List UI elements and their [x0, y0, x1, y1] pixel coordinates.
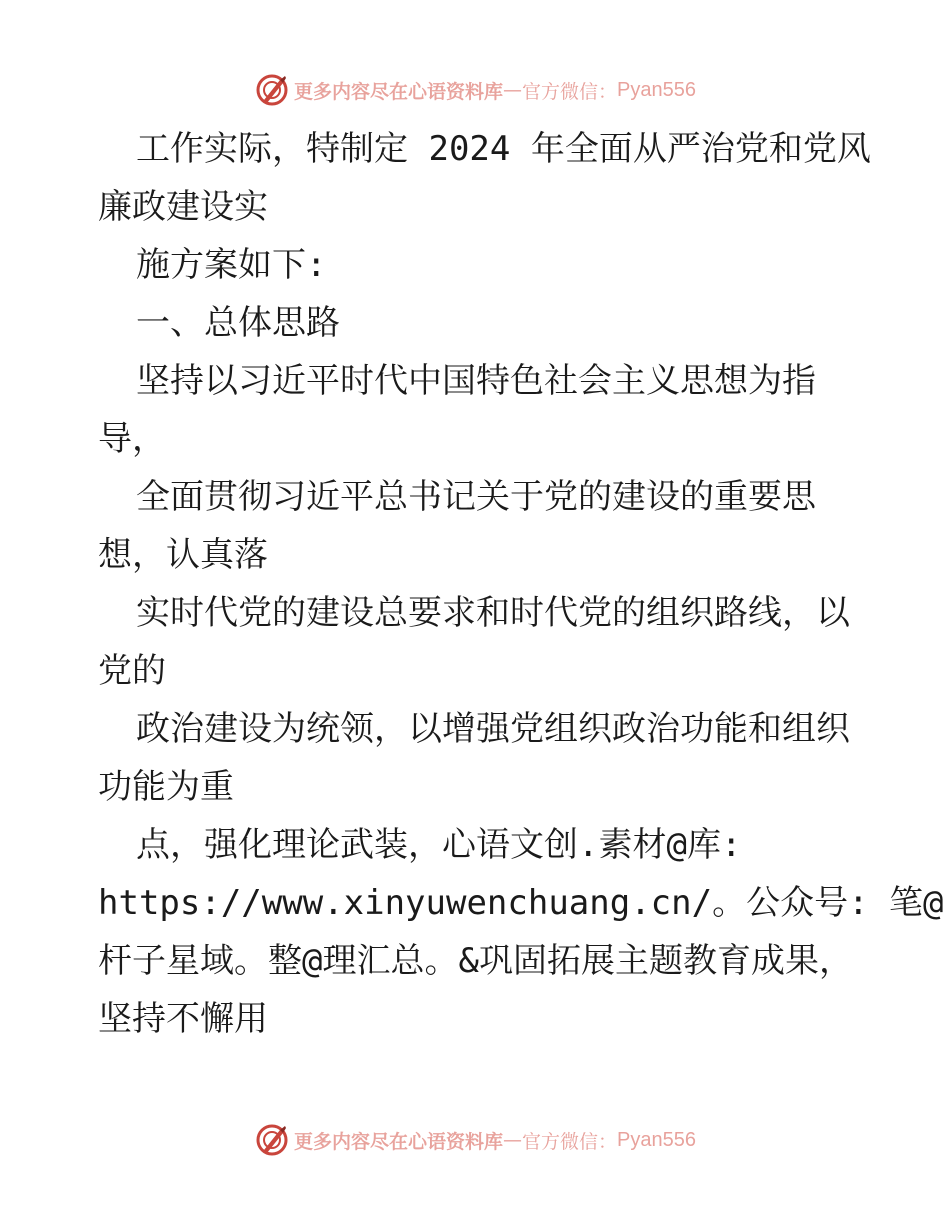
body-line: 工作实际，特制定 2024 年全面从严治党和党风: [136, 129, 871, 169]
header-banner: [0, 70, 950, 110]
body-line: 功能为重: [98, 767, 234, 807]
banner-wechat-id: Pyan556: [617, 78, 696, 101]
body-line: 施方案如下:: [136, 245, 327, 285]
banner-site-text: 更多内容尽在心语资料库: [294, 80, 504, 103]
body-line: 政治建设为统领，以增强党组织政治功能和组织: [136, 709, 850, 749]
body-line: 实时代党的建设总要求和时代党的组织路线，以: [136, 593, 850, 633]
banner-wechat-label: 官方微信：: [522, 80, 618, 103]
quill-seal-icon: [254, 1122, 290, 1158]
quill-seal-icon: [254, 72, 290, 108]
body-line: 坚持不懈用: [98, 999, 268, 1039]
banner-site-text: 更多内容尽在心语资料库: [294, 1130, 504, 1153]
banner-wechat-label: 官方微信：: [522, 1130, 618, 1153]
body-line: 坚持以习近平时代中国特色社会主义思想为指: [136, 361, 816, 401]
banner-dash: —: [503, 79, 523, 101]
footer-banner: [0, 1120, 950, 1160]
body-line-url: https://www.xinyuwenchuang.cn/。公众号: 笔@: [98, 883, 944, 923]
section-heading: 一、总体思路: [136, 303, 340, 343]
banner-wechat-id: Pyan556: [617, 1128, 696, 1151]
body-line: 全面贯彻习近平总书记关于党的建设的重要思: [136, 477, 816, 517]
document-body: [98, 120, 944, 1048]
body-line: 导，: [98, 419, 166, 459]
body-line: 党的: [98, 651, 166, 691]
body-line: 杆子星域。整@理汇总。&巩固拓展主题教育成果，: [98, 941, 853, 981]
body-line: 想，认真落: [98, 535, 268, 575]
banner-dash: —: [503, 1129, 523, 1151]
body-line: 廉政建设实: [98, 187, 268, 227]
body-line: 点，强化理论武装，心语文创.素材@库:: [136, 825, 742, 865]
